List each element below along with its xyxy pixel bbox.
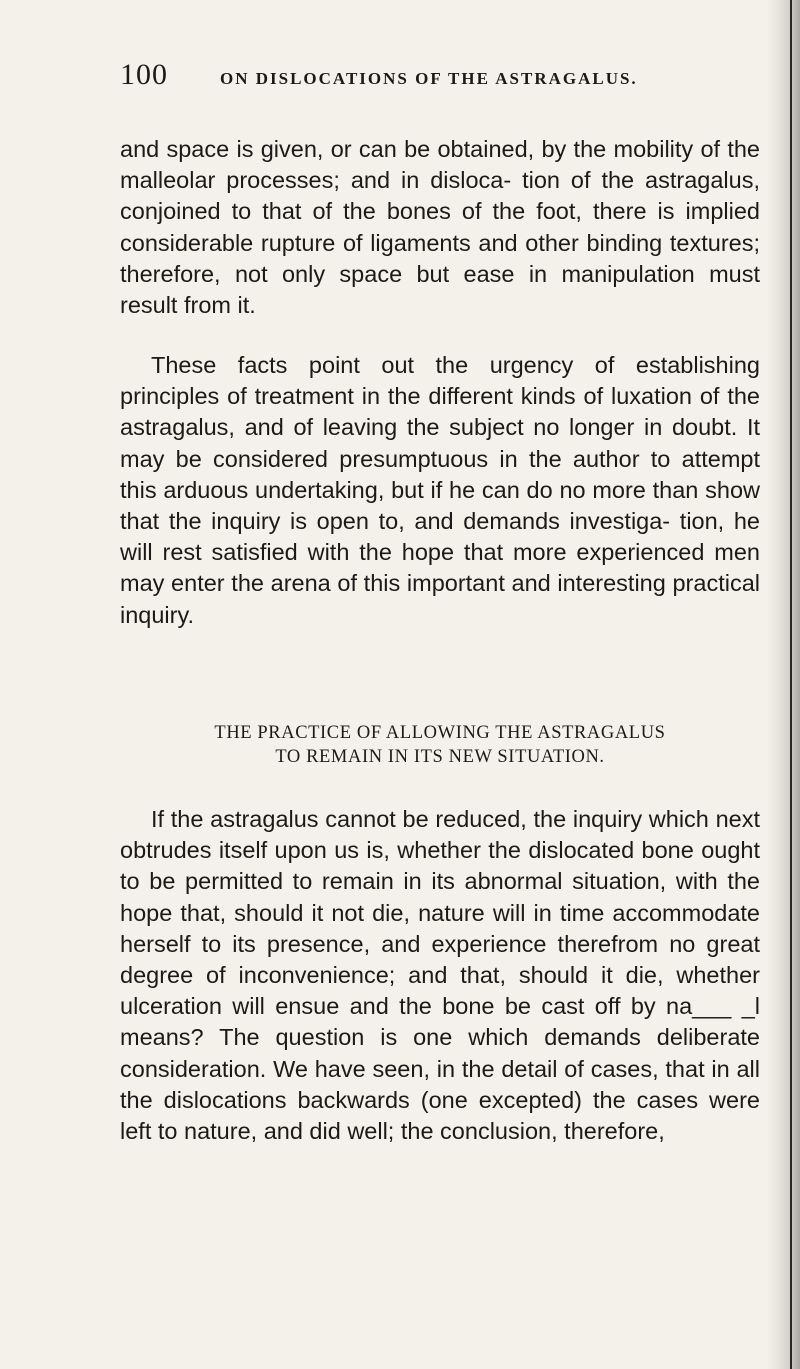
paragraph-inquiry: If the astragalus cannot be reduced, the inquiry which next obtrudes itself upon us is, whether the dislocated bone ought to be permitted to remain in its abnormal situation, with the hope that, should it not die, nature will in time accommodate herself to its presence, and experience therefrom no great degree of inconvenience; and that, should it die, whether ulceration will ensue and the bone be cast off by na___ _l means? The question is one which demands deliberate consideration. We have seen, in the detail of cases, that in all the dislocations backwards (one excepted) the cases were left to nature, and did well; the conclusion, therefore,	[120, 806, 760, 1145]
page-header	[120, 58, 760, 98]
section-heading-line-2: TO REMAIN IN ITS NEW SITUATION.	[275, 747, 605, 767]
page-edge-shadow	[766, 0, 800, 1369]
section-heading	[120, 721, 760, 769]
running-head: ON DISLOCATIONS OF THE ASTRAGALUS.	[220, 69, 638, 88]
section-heading-line-1: THE PRACTICE OF ALLOWING THE ASTRAGALUS	[214, 723, 666, 743]
paragraph-continuation: and space is given, or can be obtained, by the mobility of the malleolar processes; and in disloca- tion of the astragalus, conjoined to that of the bones of the foot, there is implied considerable rupture of ligaments and other binding textures; therefore, not only space but ease in manipulation must result from it.	[120, 136, 760, 319]
page-edge-line	[790, 0, 792, 1369]
page-number: 100	[120, 58, 168, 91]
paragraph-urgency: These facts point out the urgency of establishing principles of treatment in the different kinds of luxation of the astragalus, and of leaving the subject no longer in doubt. It may be considered presumptuous in the author to attempt this arduous undertaking, but if he can do no more than show that the inquiry is open to, and demands investiga- tion, he will rest satisfied with the hope that more experienced men may enter the arena of this important and interesting practical inquiry.	[120, 352, 760, 628]
